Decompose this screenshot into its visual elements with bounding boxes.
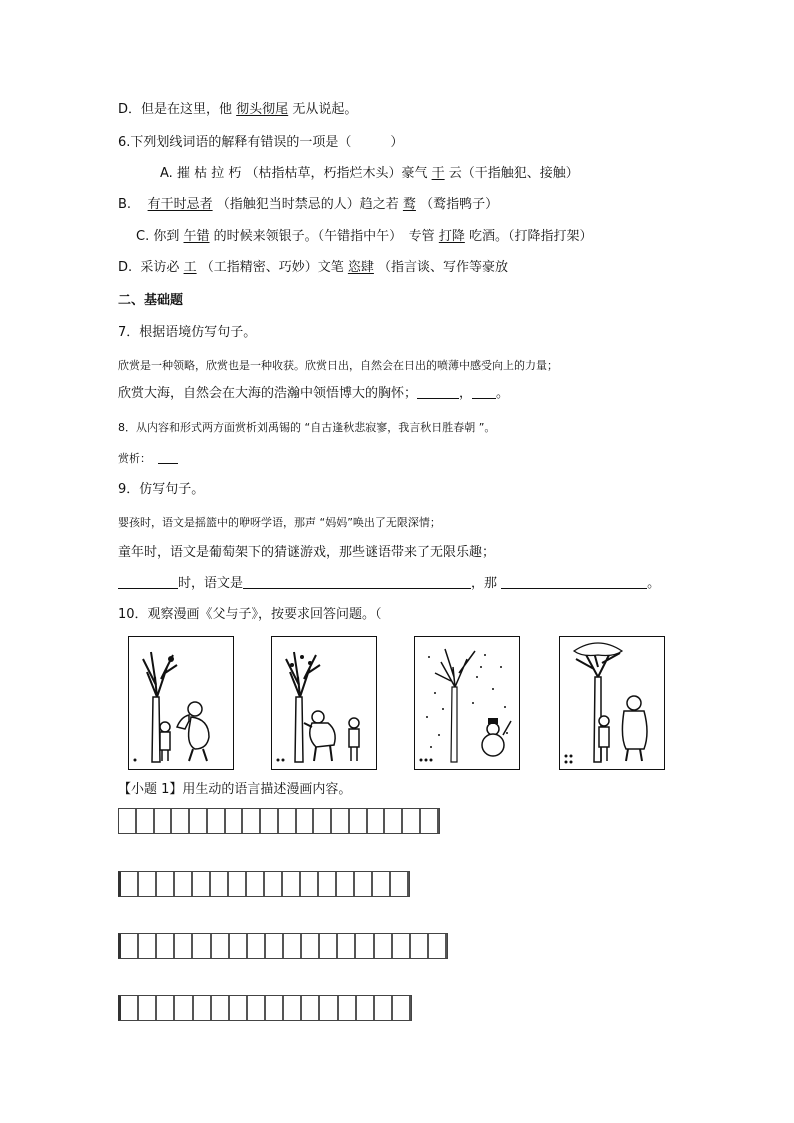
grid-cell[interactable]	[137, 809, 155, 833]
grid-cell[interactable]	[248, 934, 266, 958]
underlined-word: 工	[183, 260, 197, 275]
answer-blank[interactable]	[472, 385, 496, 399]
grid-cell[interactable]	[139, 872, 157, 896]
grid-cell[interactable]	[121, 996, 139, 1020]
question-6-option-a: A. 摧 枯 拉 朽 （枯指枯草，朽指烂木头）豪气 干 云（干指触犯、接触）	[160, 166, 579, 181]
underlined-word: 恣肆	[347, 260, 374, 275]
grid-cell[interactable]	[375, 934, 393, 958]
grid-cell[interactable]	[211, 872, 229, 896]
panel-dot	[570, 761, 573, 764]
grid-cell[interactable]	[297, 809, 315, 833]
question-7-prompt: 欣赏大海，自然会在大海的浩瀚中领悟博大的胸怀； ， 。	[118, 386, 510, 401]
grid-cell[interactable]	[320, 934, 338, 958]
grid-cell[interactable]	[391, 872, 409, 896]
grid-cell[interactable]	[119, 809, 137, 833]
answer-blank[interactable]	[118, 575, 178, 589]
grid-cell[interactable]	[157, 872, 175, 896]
grid-cell[interactable]	[266, 934, 284, 958]
grid-cell[interactable]	[283, 872, 301, 896]
grid-cell[interactable]	[284, 996, 302, 1020]
question-6-option-c: C. 你到 午错 的时候来领银子。（午错指中午） 专管 打降 吃酒。（打降指打架）	[136, 229, 593, 244]
grid-cell[interactable]	[375, 996, 393, 1020]
grid-cell[interactable]	[403, 809, 421, 833]
question-6-stem: 6.下列划线词语的解释有错误的一项是（ ）	[118, 135, 404, 150]
grid-cell[interactable]	[261, 809, 279, 833]
grid-cell[interactable]	[368, 809, 386, 833]
underlined-word: 彻头彻尾	[236, 102, 289, 117]
question-7-example: 欣赏是一种领略，欣赏也是一种收获。欣赏日出，自然会在日出的喷薄中感受向上的力量；	[118, 359, 558, 372]
grid-cell[interactable]	[302, 934, 320, 958]
underlined-word: 打降	[438, 229, 465, 244]
grid-cell[interactable]	[356, 934, 374, 958]
grid-cell[interactable]	[320, 996, 338, 1020]
underlined-word: 有干时忌者	[147, 197, 213, 212]
option-d-previous: D．但是在这里，他 彻头彻尾 无从说起。	[118, 102, 358, 117]
grid-cell[interactable]	[373, 872, 391, 896]
grid-cell[interactable]	[190, 809, 208, 833]
answer-grid-row[interactable]	[118, 933, 448, 959]
grid-cell[interactable]	[155, 809, 173, 833]
grid-cell[interactable]	[226, 809, 244, 833]
grid-cell[interactable]	[212, 996, 230, 1020]
underlined-word: 午错	[183, 229, 210, 244]
question-9-prompt: 时，语文是 ，那 。	[118, 575, 660, 593]
grid-cell[interactable]	[121, 872, 139, 896]
comic-panel-4	[559, 636, 665, 770]
sub-question-1: 【小题 1】用生动的语言描述漫画内容。	[118, 782, 352, 797]
grid-cell[interactable]	[385, 809, 403, 833]
comic-panel-3	[414, 636, 520, 770]
grid-cell[interactable]	[230, 996, 248, 1020]
grid-cell[interactable]	[319, 872, 337, 896]
answer-grid-row[interactable]	[118, 995, 412, 1021]
grid-cell[interactable]	[355, 872, 373, 896]
underlined-word: 干	[431, 166, 445, 181]
grid-cell[interactable]	[247, 872, 265, 896]
grid-cell[interactable]	[208, 809, 226, 833]
panel-dot	[420, 759, 423, 762]
grid-cell[interactable]	[302, 996, 320, 1020]
answer-blank[interactable]	[243, 575, 471, 589]
grid-cell[interactable]	[314, 809, 332, 833]
grid-cell[interactable]	[157, 934, 175, 958]
comic-drawing	[560, 637, 664, 769]
grid-cell[interactable]	[393, 934, 411, 958]
question-9-stem: 9．仿写句子。	[118, 482, 205, 497]
grid-cell[interactable]	[284, 934, 302, 958]
grid-cell[interactable]	[229, 872, 247, 896]
grid-cell[interactable]	[243, 809, 261, 833]
grid-cell[interactable]	[411, 934, 429, 958]
grid-cell[interactable]	[357, 996, 375, 1020]
grid-cell[interactable]	[172, 809, 190, 833]
grid-cell[interactable]	[421, 809, 439, 833]
answer-blank[interactable]	[158, 450, 178, 464]
underlined-word: 鹜	[402, 197, 416, 212]
answer-blank[interactable]	[501, 575, 647, 589]
question-8-answer: 赏析：	[118, 450, 178, 468]
grid-cell[interactable]	[393, 996, 411, 1020]
grid-cell[interactable]	[175, 872, 193, 896]
grid-cell[interactable]	[265, 872, 283, 896]
panel-dot	[134, 759, 137, 762]
question-8-stem: 8．从内容和形式两方面赏析刘禹锡的 “自古逢秋悲寂寥，我言秋日胜春朝 ”。	[118, 421, 496, 434]
question-9-example-1: 婴孩时，语文是摇篮中的咿呀学语，那声 “妈妈”唤出了无限深情；	[118, 516, 441, 529]
question-6-option-d: D. 采访必 工 （工指精密、巧妙）文笔 恣肆 （指言谈、写作等豪放	[118, 260, 509, 275]
answer-blank[interactable]	[417, 385, 459, 399]
comic-drawing	[272, 637, 376, 769]
comic-panel-1	[128, 636, 234, 770]
panel-dot	[565, 755, 568, 758]
grid-cell[interactable]	[230, 934, 248, 958]
comic-panel-2	[271, 636, 377, 770]
grid-cell[interactable]	[121, 934, 139, 958]
question-6-option-b: B. 有干时忌者 （指触犯当时禁忌的人）趋之若 鹜 （鹜指鸭子）	[118, 197, 499, 212]
panel-dot	[277, 759, 280, 762]
answer-grid-row[interactable]	[118, 871, 410, 897]
answer-grid-row[interactable]	[118, 808, 440, 834]
option-label: D．	[118, 102, 142, 117]
grid-cell[interactable]	[212, 934, 230, 958]
grid-cell[interactable]	[175, 934, 193, 958]
panel-dot	[565, 761, 568, 764]
question-7-stem: 7．根据语境仿写句子。	[118, 325, 257, 340]
section-title: 二、基础题	[118, 293, 184, 308]
question-10-stem: 10．观察漫画《父与子》，按要求回答问题。（	[118, 607, 382, 622]
grid-cell[interactable]	[175, 996, 193, 1020]
grid-cell[interactable]	[194, 996, 212, 1020]
panel-dot	[570, 755, 573, 758]
grid-cell[interactable]	[350, 809, 368, 833]
grid-cell[interactable]	[266, 996, 284, 1020]
comic-drawing	[129, 637, 233, 769]
grid-cell[interactable]	[339, 996, 357, 1020]
grid-cell[interactable]	[301, 872, 319, 896]
grid-cell[interactable]	[337, 872, 355, 896]
grid-cell[interactable]	[157, 996, 175, 1020]
grid-cell[interactable]	[279, 809, 297, 833]
panel-dot	[425, 759, 428, 762]
grid-cell[interactable]	[332, 809, 350, 833]
grid-cell[interactable]	[338, 934, 356, 958]
comic-drawing	[415, 637, 519, 769]
panel-dot	[430, 759, 433, 762]
grid-cell[interactable]	[139, 996, 157, 1020]
grid-cell[interactable]	[139, 934, 157, 958]
question-9-example-2: 童年时，语文是葡萄架下的猜谜游戏，那些谜语带来了无限乐趣；	[118, 545, 496, 560]
grid-cell[interactable]	[193, 872, 211, 896]
grid-cell[interactable]	[248, 996, 266, 1020]
grid-cell[interactable]	[429, 934, 447, 958]
grid-cell[interactable]	[193, 934, 211, 958]
panel-dot	[282, 759, 285, 762]
